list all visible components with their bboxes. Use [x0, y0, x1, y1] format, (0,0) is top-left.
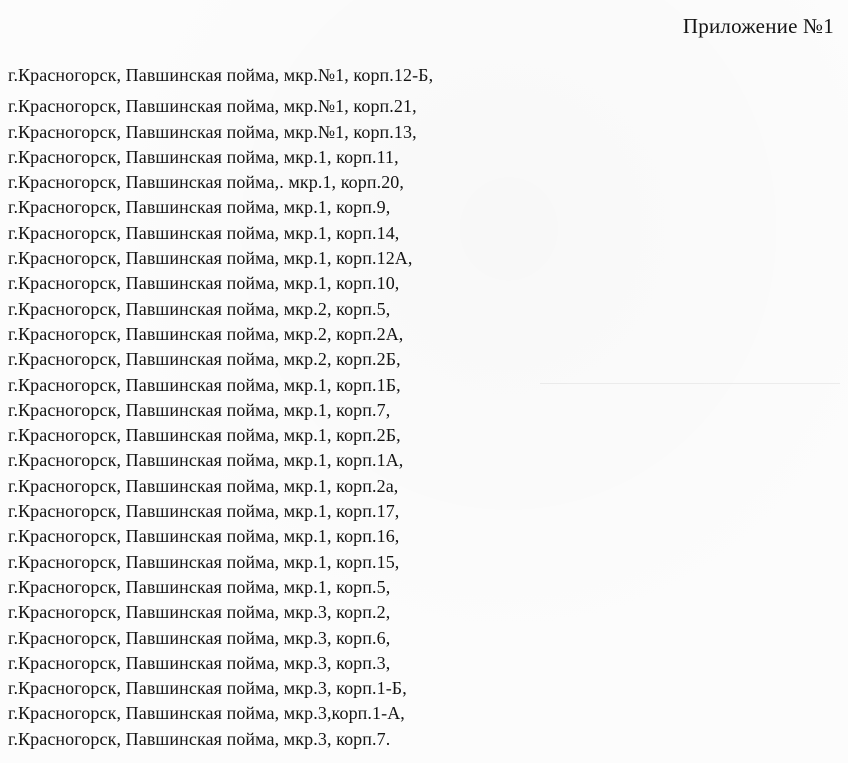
address-line: г.Красногорск, Павшинская пойма, мкр.1, корп.10,: [8, 273, 400, 294]
address-list: [8, 63, 433, 752]
address-line: г.Красногорск, Павшинская пойма, мкр.1, корп.7,: [8, 399, 391, 420]
address-line: г.Красногорск, Павшинская пойма, мкр.3, корп.6,: [8, 627, 391, 648]
address-line: г.Красногорск, Павшинская пойма, мкр.1, корп.9,: [8, 197, 391, 218]
address-line: г.Красногорск, Павшинская пойма, мкр.3, корп.1-Б,: [8, 678, 407, 699]
appendix-title: Приложение №1: [682, 14, 834, 38]
address-line: г.Красногорск, Павшинская пойма, мкр.2, корп.2А,: [8, 323, 404, 344]
address-line: г.Красногорск, Павшинская пойма, мкр.№1, корп.21,: [8, 96, 417, 117]
address-line: г.Красногорск, Павшинская пойма, мкр.3, корп.2,: [8, 602, 391, 623]
address-line: г.Красногорск, Павшинская пойма, мкр.1, корп.5,: [8, 576, 391, 597]
address-line: г.Красногорск, Павшинская пойма, мкр.1, корп.2а,: [8, 475, 399, 496]
address-line: г.Красногорск, Павшинская пойма, мкр.3,корп.1-А,: [8, 703, 405, 724]
address-line: г.Красногорск, Павшинская пойма,. мкр.1, корп.20,: [8, 172, 405, 193]
address-line: г.Красногорск, Павшинская пойма, мкр.1, корп.1А,: [8, 450, 404, 471]
address-line: г.Красногорск, Павшинская пойма, мкр.1, корп.2Б,: [8, 425, 401, 446]
address-line: г.Красногорск, Павшинская пойма, мкр.2, корп.2Б,: [8, 349, 401, 370]
address-line: г.Красногорск, Павшинская пойма, мкр.№1, корп.12-Б,: [8, 65, 434, 85]
address-line: г.Красногорск, Павшинская пойма, мкр.1, корп.15,: [8, 551, 400, 572]
scan-crease-mark: [540, 383, 840, 384]
address-line: г.Красногорск, Павшинская пойма, мкр.3, корп.3,: [8, 652, 391, 673]
address-line: г.Красногорск, Павшинская пойма, мкр.3, корп.7.: [8, 728, 391, 749]
address-line: г.Красногорск, Павшинская пойма, мкр.1, корп.12А,: [8, 248, 413, 269]
address-line: г.Красногорск, Павшинская пойма, мкр.№1, корп.13,: [8, 121, 417, 142]
address-line: г.Красногорск, Павшинская пойма, мкр.2, корп.5,: [8, 298, 391, 319]
address-line: г.Красногорск, Павшинская пойма, мкр.1, корп.17,: [8, 501, 400, 522]
address-line: г.Красногорск, Павшинская пойма, мкр.1, корп.14,: [8, 222, 400, 243]
address-line: г.Красногорск, Павшинская пойма, мкр.1, корп.16,: [8, 526, 400, 547]
address-line: г.Красногорск, Павшинская пойма, мкр.1, корп.1Б,: [8, 374, 401, 395]
address-line: г.Красногорск, Павшинская пойма, мкр.1, корп.11,: [8, 146, 399, 167]
